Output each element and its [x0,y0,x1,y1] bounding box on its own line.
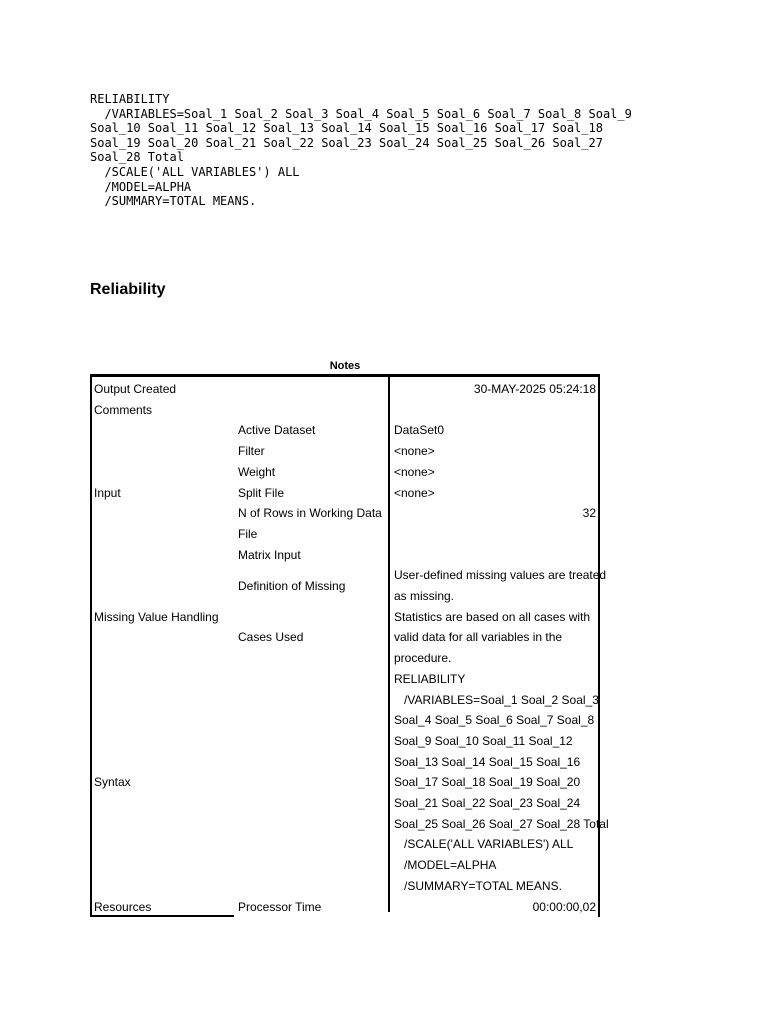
syntax-line: /SCALE('ALL VARIABLES') ALL [90,164,300,179]
row-label-input: Input [94,485,121,500]
table-border-right [598,377,600,917]
definition-missing-value-cont: as missing. [394,589,455,603]
syntax-line: Soal_19 Soal_20 Soal_21 Soal_22 Soal_23 Soal_24 Soal_25 Soal_26 Soal_27 [90,135,603,150]
notes-table [90,358,609,915]
notes-caption: Notes [329,360,361,372]
syntax-block [90,92,632,209]
sub-label-processor-time: Processor Time [238,899,322,914]
sub-label-weight: Weight [238,464,276,479]
cases-used-value-cont: valid data for all variables in the [394,630,563,645]
syntax-value-line: /SUMMARY=TOTAL MEANS. [404,878,562,893]
sub-label-n-rows-cont: File [238,526,258,541]
syntax-line: RELIABILITY [90,92,170,106]
sub-label-matrix-input: Matrix Input [238,547,301,562]
row-label-syntax: Syntax [94,775,131,790]
cases-used-value: Statistics are based on all cases with [394,609,591,624]
syntax-line: Soal_28 Total [90,150,184,165]
sub-label-n-rows: N of Rows in Working Data [238,506,382,521]
cases-used-value-cont: procedure. [394,651,452,666]
syntax-value-line: RELIABILITY [394,671,466,686]
sub-label-filter: Filter [238,444,265,459]
sub-label-split-file: Split File [238,485,285,500]
definition-missing-value: User-defined missing values are treated [394,568,607,583]
row-label-resources: Resources [94,899,152,914]
row-label-comments: Comments [94,402,153,417]
section-title: Reliability [90,281,166,298]
syntax-line: /VARIABLES=Soal_1 Soal_2 Soal_3 Soal_4 Soal_5 Soal_6 Soal_7 Soal_8 Soal_9 [90,106,632,121]
table-border-left [90,377,92,917]
syntax-value-line: /MODEL=ALPHA [404,858,497,873]
syntax-value-line: Soal_9 Soal_10 Soal_11 Soal_12 [394,733,573,748]
active-dataset-value: DataSet0 [394,423,445,438]
filter-value: <none> [394,444,435,459]
notes-table-body [90,374,609,915]
syntax-value-line: Soal_4 Soal_5 Soal_6 Soal_7 Soal_8 [394,713,595,728]
syntax-value-line: /VARIABLES=Soal_1 Soal_2 Soal_3 [404,692,599,707]
n-rows-value: 32 [582,506,596,521]
syntax-line: /SUMMARY=TOTAL MEANS. [90,194,257,209]
split-file-value: <none> [394,485,435,500]
syntax-value-line: Soal_13 Soal_14 Soal_15 Soal_16 [394,754,581,769]
sub-label-definition-missing: Definition of Missing [238,578,346,593]
row-label-output-created: Output Created [94,382,177,396]
table-divider [388,377,390,912]
syntax-value-line: Soal_21 Soal_22 Soal_23 Soal_24 [394,796,581,810]
sub-label-active-dataset: Active Dataset [238,423,316,438]
output-created-value: 30-MAY-2025 05:24:18 [473,382,596,396]
syntax-line: /MODEL=ALPHA [90,179,192,194]
sub-label-cases-used: Cases Used [238,630,304,645]
syntax-value-line: /SCALE('ALL VARIABLES') ALL [404,837,574,852]
processor-time-value: 00:00:00,02 [532,899,596,914]
row-label-missing-handling: Missing Value Handling [94,609,219,624]
weight-value: <none> [394,464,435,479]
syntax-value-line: Soal_17 Soal_18 Soal_19 Soal_20 [394,775,581,790]
syntax-value-line: Soal_25 Soal_26 Soal_27 Soal_28 Total [394,816,609,831]
syntax-line: Soal_10 Soal_11 Soal_12 Soal_13 Soal_14 Soal_15 Soal_16 Soal_17 Soal_18 [90,121,603,136]
